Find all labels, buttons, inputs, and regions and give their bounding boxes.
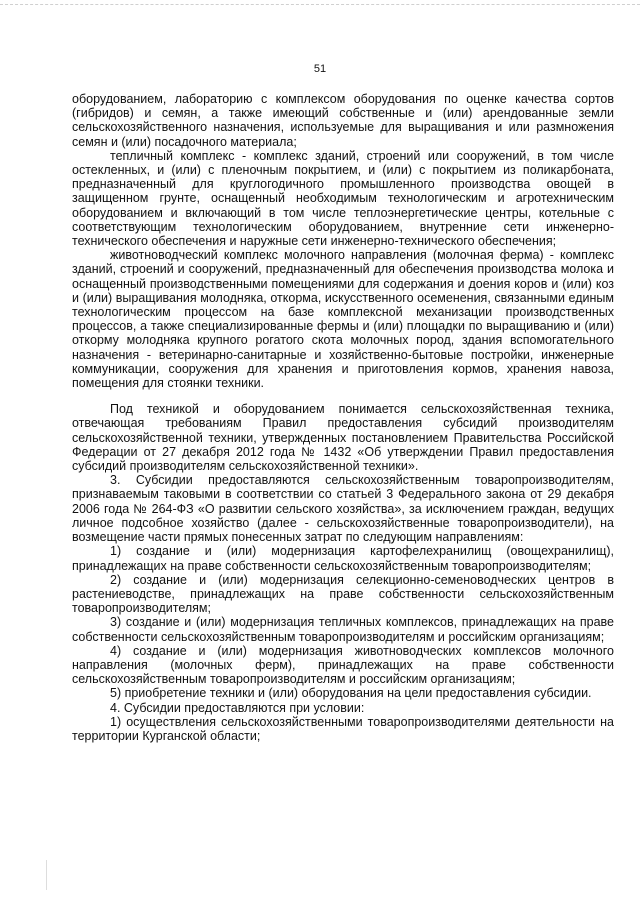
paragraph-seed-center-end: оборудованием, лабораторию с комплексом оборудования по оценке качества сортов (гибридов) и семян, а также имеющий собственные и (или) арендованные земли сельскохозяйственного назначения, используемые для выращивания и или размножения семян и (или) посадочного материала;: [72, 92, 614, 149]
paragraph-item-3: 3. Субсидии предоставляются сельскохозяйственным товаропроизводителям, признаваемым таковыми в соответствии со статьей 3 Федерального закона от 29 декабря 2006 года № 264-ФЗ «О развитии сельского хозяйства», за исключением граждан, ведущих личное подсобное хозяйство (далее - сельскохозяйственные товаропроизводители), на возмещение части прямых понесенных затрат по следующим направлениям:: [72, 473, 614, 545]
scan-edge-line: [0, 4, 640, 7]
list-item-4: 4) создание и (или) модернизация животноводческих комплексов молочного направления (молочных ферм), принадлежащих на праве собственности сельскохозяйственным товаропроизводителям и российским организациям;: [72, 643, 614, 687]
list-item-5: 5) приобретение техники и (или) оборудования на цели предоставления субсидии.: [110, 686, 592, 701]
list-item-3: 3) создание и (или) модернизация тепличных комплексов, принадлежащих на праве собственности сельскохозяйственным товаропроизводителям и российским организациям;: [72, 615, 614, 644]
list-item-1: 1) создание и (или) модернизация картофелехранилищ (овощехранилищ), принадлежащих на праве собственности сельскохозяйственным товаропроизводителям;: [72, 544, 614, 573]
page-number: 51: [313, 63, 327, 75]
scan-edge-mark: [46, 860, 47, 890]
paragraph-equipment-definition: Под техникой и оборудованием понимается сельскохозяйственная техника, отвечающая требованиям Правил предоставления субсидий производителям сельскохозяйственной техники, утвержденных постановлением Правительства Российской Федерации от 27 декабря 2012 года № 1432 «Об утверждении Правил предоставления субсидий производителям сельскохозяйственной техники».: [72, 402, 614, 474]
paragraph-dairy-complex-definition: животноводческий комплекс молочного направления (молочная ферма) - комплекс зданий, строений и сооружений, предназначенный для обеспечения производства молока и оснащенный производственными помещениями для содержания и доения коров и (или) коз и (или) выращивания молодняка, откорма, искусственного осеменения, связанными единым технологическим процессом на базе комплексной механизации производственных процессов, а также специализированные фермы и (или) площадки по выращиванию и (или) откорму молодняка крупного рогатого скота молочных пород, здания вспомогательного назначения - ветеринарно-санитарные и хозяйственно-бытовые постройки, инженерные коммуникации, сооружения для хранения и приготовления кормов, хранения навоза, помещения для стоянки техники.: [72, 248, 614, 391]
list-item-2: 2) создание и (или) модернизация селекционно-семеноводческих центров в растениеводстве, принадлежащих на праве собственности сельскохозяйственным товаропроизводителям;: [72, 572, 614, 616]
document-body: [72, 92, 614, 743]
paragraph-greenhouse-definition: тепличный комплекс - комплекс зданий, строений или сооружений, в том числе остекленных, и (или) с пленочным покрытием, и (или) с покрытием из поликарбоната, предназначенный для круглогодичного промышленного производства овощей в защищенном грунте, оснащенный необходимым технологическим и агротехническим оборудованием и включающий в том числе теплоэнергетические центры, котельные с соответствующим технологическим оборудованием, внутренние сети инженерно-технического обеспечения и наружные сети инженерно-технического обеспечения;: [72, 148, 614, 249]
paragraph-item-4: 4. Субсидии предоставляются при условии:: [110, 700, 365, 715]
condition-item-1: 1) осуществления сельскохозяйственными товаропроизводителями деятельности на территории Курганской области;: [72, 714, 614, 743]
